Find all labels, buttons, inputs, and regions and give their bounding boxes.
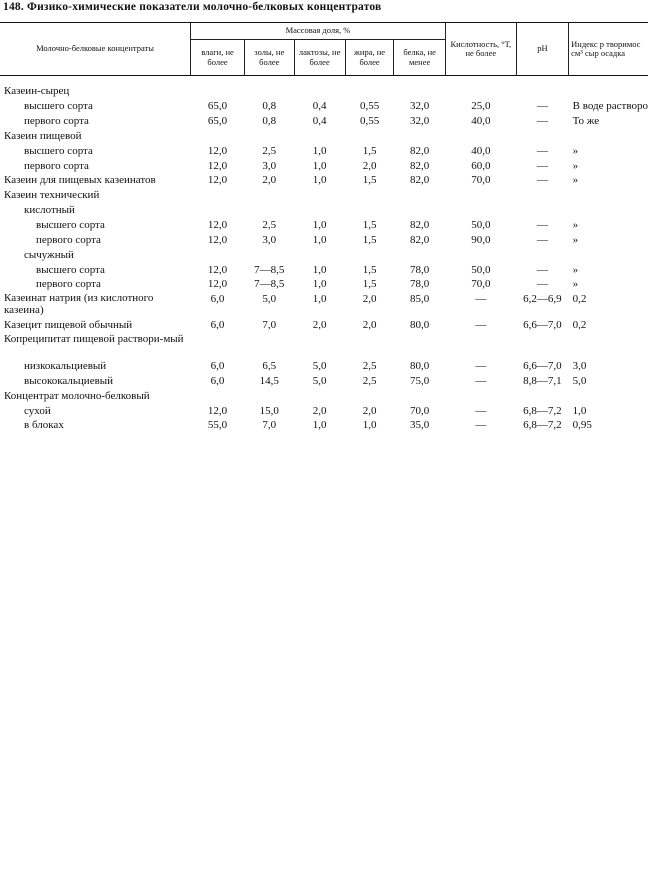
table-row xyxy=(0,277,648,292)
cell-solubility-index xyxy=(569,129,648,144)
cell-protein: 78,0 xyxy=(410,263,430,276)
cell-solubility-index: » xyxy=(572,233,579,246)
cell-lactose xyxy=(294,247,345,262)
cell-lactose: 1,0 xyxy=(312,292,327,305)
table-row xyxy=(0,173,648,188)
cell-fat: 0,55 xyxy=(359,115,380,128)
cell-moisture: 6,0 xyxy=(210,292,225,305)
cell-acidity: 25,0 xyxy=(471,100,491,113)
cell-fat: 2,0 xyxy=(362,404,377,417)
table-row xyxy=(0,158,648,173)
row-name: Копреципитат пищевой раствори-мый xyxy=(4,332,184,345)
cell-ph: 6,6—7,0 xyxy=(523,360,562,373)
cell-solubility-index: 3,0 xyxy=(572,360,587,373)
cell-ph xyxy=(516,333,568,359)
table-row xyxy=(0,262,648,277)
cell-ash: 0,8 xyxy=(262,115,277,128)
cell-ph xyxy=(516,247,568,262)
cell-acidity xyxy=(445,188,516,203)
header-fat: жира, не более xyxy=(345,40,394,76)
row-name: высококальциевый xyxy=(24,374,114,387)
cell-fat xyxy=(345,247,394,262)
cell-solubility-index: » xyxy=(572,219,579,232)
cell-fat: 0,55 xyxy=(359,100,380,113)
table-row xyxy=(0,333,648,359)
cell-fat: 1,5 xyxy=(362,278,377,291)
cell-ash: 7,0 xyxy=(262,319,277,332)
cell-acidity: — xyxy=(475,292,487,305)
row-name: сухой xyxy=(24,404,51,417)
cell-fat xyxy=(345,388,394,403)
cell-acidity xyxy=(445,76,516,99)
cell-fat: 1,5 xyxy=(362,174,377,187)
cell-solubility-index: » xyxy=(572,144,579,157)
cell-ash xyxy=(245,247,294,262)
cell-ash xyxy=(245,188,294,203)
cell-acidity xyxy=(445,333,516,359)
cell-moisture: 6,0 xyxy=(210,360,225,373)
cell-ash xyxy=(245,76,294,99)
cell-ash: 15,0 xyxy=(259,404,279,417)
header-ph: pH xyxy=(516,23,568,76)
cell-protein xyxy=(394,247,445,262)
cell-lactose: 2,0 xyxy=(312,404,327,417)
cell-acidity: 50,0 xyxy=(471,219,491,232)
cell-fat xyxy=(345,333,394,359)
cell-ph: — xyxy=(536,233,548,246)
table-body xyxy=(0,76,648,433)
row-name: высшего сорта xyxy=(24,144,93,157)
cell-fat: 2,0 xyxy=(362,292,377,305)
cell-solubility-index xyxy=(569,333,648,359)
cell-solubility-index: В воде растворо xyxy=(572,100,648,113)
table-row xyxy=(0,374,648,389)
row-name: Казеин-сырец xyxy=(4,85,70,98)
cell-ash: 2,0 xyxy=(262,174,277,187)
cell-solubility-index: 5,0 xyxy=(572,374,587,387)
cell-moisture xyxy=(191,76,245,99)
cell-fat: 2,0 xyxy=(362,319,377,332)
cell-lactose xyxy=(294,203,345,218)
cell-moisture xyxy=(191,203,245,218)
cell-ph: — xyxy=(536,263,548,276)
table-row xyxy=(0,114,648,129)
header-acidity: Кислотность, °Т, не более xyxy=(445,23,516,76)
cell-solubility-index xyxy=(569,76,648,99)
cell-moisture: 12,0 xyxy=(207,159,228,172)
cell-lactose xyxy=(294,388,345,403)
cell-protein xyxy=(394,388,445,403)
cell-protein: 80,0 xyxy=(410,360,430,373)
cell-fat: 1,5 xyxy=(362,219,377,232)
cell-moisture: 12,0 xyxy=(207,278,228,291)
cell-acidity: 40,0 xyxy=(471,144,491,157)
cell-lactose: 0,4 xyxy=(312,115,327,128)
header-ash: золы, не более xyxy=(245,40,294,76)
cell-ph: 6,8—7,2 xyxy=(523,404,562,417)
cell-solubility-index: » xyxy=(572,174,579,187)
cell-acidity: 70,0 xyxy=(471,278,491,291)
cell-protein: 80,0 xyxy=(410,319,430,332)
cell-ph: — xyxy=(536,174,548,187)
row-name: низкокальциевый xyxy=(24,360,107,373)
table-row xyxy=(0,418,648,433)
cell-solubility-index: 1,0 xyxy=(572,404,587,417)
cell-moisture: 12,0 xyxy=(207,144,228,157)
row-name: Казеин пищевой xyxy=(4,129,82,142)
cell-acidity: 50,0 xyxy=(471,263,491,276)
cell-lactose: 1,0 xyxy=(312,174,327,187)
cell-protein: 82,0 xyxy=(410,144,430,157)
table-row xyxy=(0,129,648,144)
cell-protein: 70,0 xyxy=(410,404,430,417)
cell-protein: 82,0 xyxy=(410,233,430,246)
cell-acidity: 70,0 xyxy=(471,174,491,187)
cell-protein: 82,0 xyxy=(410,159,430,172)
cell-acidity xyxy=(445,203,516,218)
cell-ash: 3,0 xyxy=(262,233,277,246)
cell-solubility-index xyxy=(569,388,648,403)
row-name: высшего сорта xyxy=(24,100,93,113)
cell-fat xyxy=(345,76,394,99)
cell-ash: 7—8,5 xyxy=(254,263,285,276)
header-mass-fraction-group: Массовая доля, % xyxy=(191,23,446,40)
row-name: высшего сорта xyxy=(36,219,105,232)
cell-fat xyxy=(345,203,394,218)
cell-protein: 85,0 xyxy=(410,292,430,305)
row-name: первого сорта xyxy=(36,233,101,246)
table-row xyxy=(0,359,648,374)
cell-protein: 32,0 xyxy=(410,115,430,128)
cell-moisture: 65,0 xyxy=(207,115,228,128)
cell-moisture: 12,0 xyxy=(207,404,228,417)
cell-moisture xyxy=(191,333,245,359)
cell-protein xyxy=(394,129,445,144)
cell-ash xyxy=(245,388,294,403)
table-title: 148. Физико-химические показатели молочно-белковых концентратов xyxy=(3,1,382,13)
cell-moisture: 12,0 xyxy=(207,263,228,276)
cell-protein: 78,0 xyxy=(410,278,430,291)
cell-ash: 14,5 xyxy=(259,374,279,387)
cell-protein: 35,0 xyxy=(410,419,430,432)
cell-solubility-index: » xyxy=(572,263,579,276)
cell-lactose xyxy=(294,333,345,359)
cell-lactose: 1,0 xyxy=(312,219,327,232)
cell-lactose xyxy=(294,76,345,99)
cell-lactose: 5,0 xyxy=(312,360,327,373)
table-row xyxy=(0,388,648,403)
cell-ash: 0,8 xyxy=(262,100,277,113)
table-row xyxy=(0,76,648,99)
cell-ph: — xyxy=(536,219,548,232)
cell-protein xyxy=(394,333,445,359)
cell-fat: 1,0 xyxy=(362,419,377,432)
cell-acidity xyxy=(445,247,516,262)
cell-protein xyxy=(394,203,445,218)
row-name: Концентрат молочно-белковый xyxy=(4,389,150,402)
cell-moisture: 6,0 xyxy=(210,319,225,332)
cell-moisture: 12,0 xyxy=(207,219,228,232)
table-row xyxy=(0,143,648,158)
cell-moisture xyxy=(191,188,245,203)
row-name: сычужный xyxy=(24,248,74,261)
row-name: Казеин для пищевых казеинатов xyxy=(4,174,156,187)
cell-acidity: — xyxy=(475,360,487,373)
cell-moisture: 6,0 xyxy=(210,374,225,387)
cell-ash xyxy=(245,333,294,359)
cell-lactose: 5,0 xyxy=(312,374,327,387)
cell-ph xyxy=(516,203,568,218)
cell-moisture xyxy=(191,388,245,403)
cell-protein: 82,0 xyxy=(410,174,430,187)
cell-solubility-index xyxy=(569,247,648,262)
cell-ash: 3,0 xyxy=(262,159,277,172)
cell-ash: 6,5 xyxy=(262,360,277,373)
header-protein: белка, не менее xyxy=(394,40,445,76)
row-name: в блоках xyxy=(24,419,64,432)
cell-acidity: — xyxy=(475,319,487,332)
cell-solubility-index: То же xyxy=(572,115,600,128)
header-solubility-index: Индекс р творимос см³ сыр осадка xyxy=(569,23,648,76)
cell-fat: 1,5 xyxy=(362,263,377,276)
header-lactose: лактозы, не более xyxy=(294,40,345,76)
row-name: первого сорта xyxy=(24,159,89,172)
cell-fat xyxy=(345,188,394,203)
cell-moisture: 65,0 xyxy=(207,100,228,113)
cell-moisture: 12,0 xyxy=(207,233,228,246)
cell-fat: 2,5 xyxy=(362,374,377,387)
cell-lactose: 1,0 xyxy=(312,278,327,291)
cell-lactose xyxy=(294,129,345,144)
cell-lactose xyxy=(294,188,345,203)
table-row xyxy=(0,232,648,247)
row-name: первого сорта xyxy=(36,278,101,291)
row-name: Казеин технический xyxy=(4,189,100,202)
table-row xyxy=(0,203,648,218)
cell-ph: — xyxy=(536,159,548,172)
cell-solubility-index xyxy=(569,188,648,203)
cell-ph: 6,2—6,9 xyxy=(523,292,562,305)
cell-solubility-index: 0,2 xyxy=(572,319,587,332)
table-row xyxy=(0,218,648,233)
row-name: Казеинат натрия (из кислотного казеина) xyxy=(4,291,154,317)
cell-acidity: 60,0 xyxy=(471,159,491,172)
cell-protein xyxy=(394,188,445,203)
cell-ash: 5,0 xyxy=(262,292,277,305)
cell-fat: 1,5 xyxy=(362,144,377,157)
cell-lactose: 1,0 xyxy=(312,419,327,432)
cell-acidity: 90,0 xyxy=(471,233,491,246)
table-header xyxy=(0,23,648,76)
cell-moisture xyxy=(191,247,245,262)
cell-ph: — xyxy=(536,144,548,157)
cell-ph: 8,8—7,1 xyxy=(523,374,562,387)
header-name-column: Молочно-белковые концентраты xyxy=(0,23,191,76)
cell-solubility-index: 0,2 xyxy=(572,292,587,305)
cell-acidity: — xyxy=(475,374,487,387)
cell-moisture: 12,0 xyxy=(207,174,228,187)
cell-lactose: 0,4 xyxy=(312,100,327,113)
cell-lactose: 1,0 xyxy=(312,159,327,172)
cell-ash xyxy=(245,203,294,218)
cell-fat: 1,5 xyxy=(362,233,377,246)
cell-fat: 2,5 xyxy=(362,360,377,373)
row-name: кислотный xyxy=(24,204,75,217)
cell-ash: 7,0 xyxy=(262,419,277,432)
cell-ash: 2,5 xyxy=(262,219,277,232)
row-name: высшего сорта xyxy=(36,263,105,276)
cell-ash: 7—8,5 xyxy=(254,278,285,291)
cell-fat xyxy=(345,129,394,144)
cell-acidity xyxy=(445,388,516,403)
cell-acidity: — xyxy=(475,404,487,417)
cell-protein xyxy=(394,76,445,99)
cell-solubility-index xyxy=(569,203,648,218)
cell-lactose: 1,0 xyxy=(312,144,327,157)
cell-protein: 75,0 xyxy=(410,374,430,387)
cell-moisture xyxy=(191,129,245,144)
data-table xyxy=(0,22,648,433)
header-moisture: влаги, не более xyxy=(191,40,245,76)
cell-ph: 6,6—7,0 xyxy=(523,319,562,332)
cell-lactose: 1,0 xyxy=(312,233,327,246)
cell-acidity xyxy=(445,129,516,144)
cell-solubility-index: 0,95 xyxy=(572,419,592,432)
cell-lactose: 1,0 xyxy=(312,263,327,276)
cell-ph xyxy=(516,188,568,203)
cell-ph: — xyxy=(536,278,548,291)
cell-protein: 82,0 xyxy=(410,219,430,232)
cell-ph: 6,8—7,2 xyxy=(523,419,562,432)
cell-solubility-index: » xyxy=(572,278,579,291)
cell-ash: 2,5 xyxy=(262,144,277,157)
row-name: первого сорта xyxy=(24,115,89,128)
cell-ph xyxy=(516,388,568,403)
cell-moisture: 55,0 xyxy=(207,419,228,432)
table-row xyxy=(0,403,648,418)
cell-ph: — xyxy=(536,115,548,128)
table-row xyxy=(0,99,648,114)
table-row xyxy=(0,318,648,333)
table-row xyxy=(0,188,648,203)
row-name: Казецит пищевой обычный xyxy=(4,319,133,332)
table-row xyxy=(0,247,648,262)
cell-solubility-index: » xyxy=(572,159,579,172)
cell-ph: — xyxy=(536,100,548,113)
cell-ph xyxy=(516,76,568,99)
cell-ph xyxy=(516,129,568,144)
cell-lactose: 2,0 xyxy=(312,319,327,332)
cell-protein: 32,0 xyxy=(410,100,430,113)
table-row xyxy=(0,292,648,318)
cell-ash xyxy=(245,129,294,144)
cell-acidity: — xyxy=(475,419,487,432)
cell-acidity: 40,0 xyxy=(471,115,491,128)
cell-fat: 2,0 xyxy=(362,159,377,172)
